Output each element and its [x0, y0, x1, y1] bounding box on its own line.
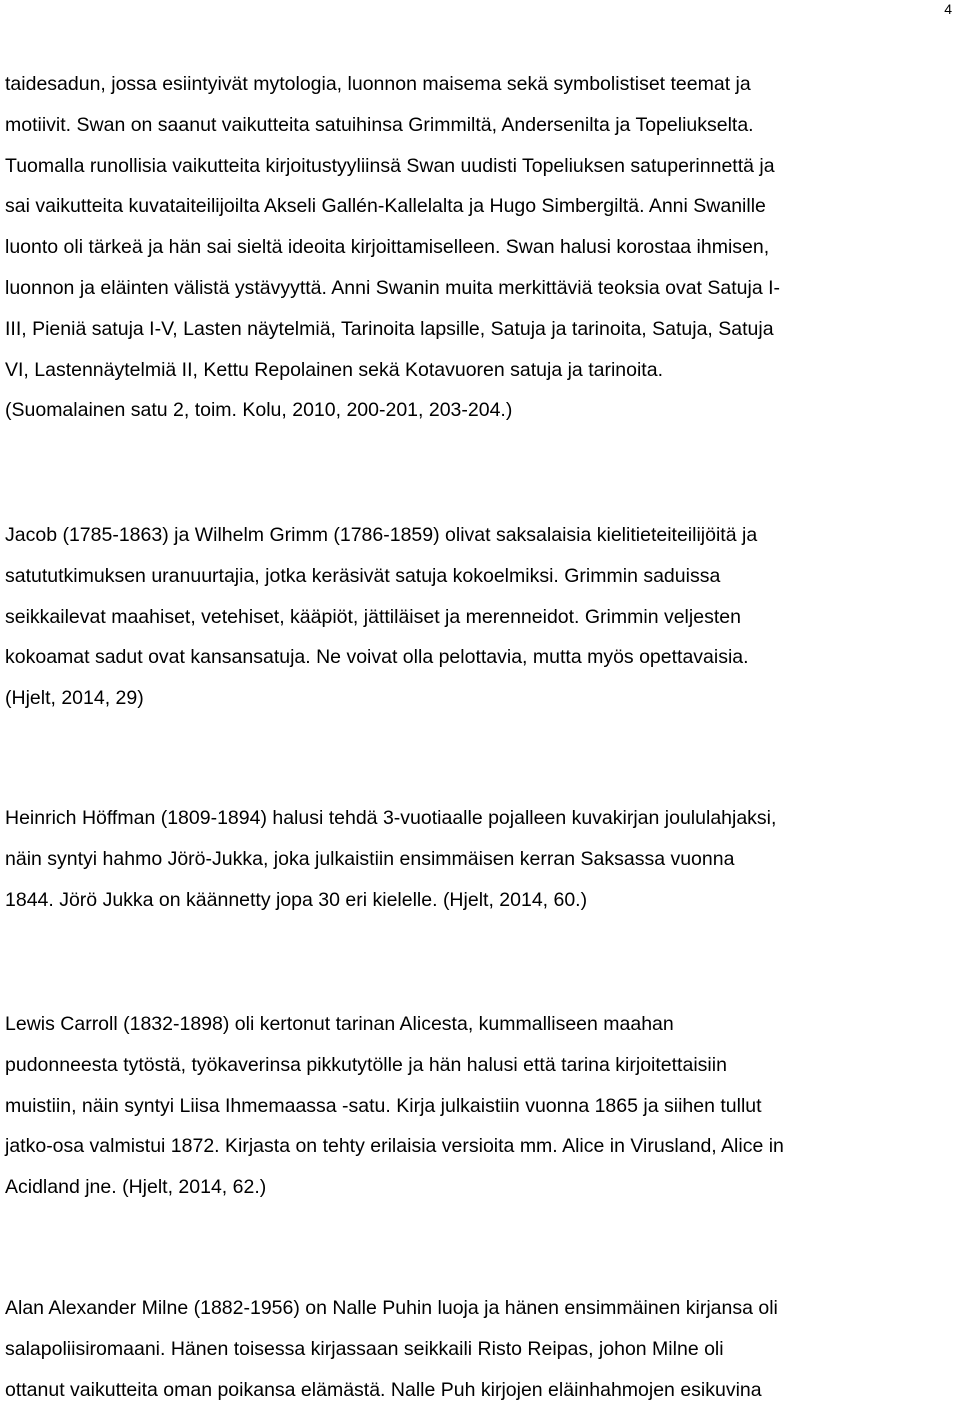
text-line: sai vaikutteita kuvataiteilijoilta Akseli Gallén-Kallelalta ja Hugo Simbergiltä. Anni Swanille: [5, 195, 766, 218]
text-line: muistiin, näin syntyi Liisa Ihmemaassa -satu. Kirja julkaistiin vuonna 1865 ja siihen tullut: [5, 1094, 762, 1117]
paragraph-hoffman: [5, 798, 776, 920]
text-line: Alan Alexander Milne (1882-1956) on Nalle Puhin luoja ja hänen ensimmäinen kirjansa oli: [5, 1297, 778, 1319]
paragraph-anni-swan: [5, 64, 780, 431]
text-line: motiivit. Swan on saanut vaikutteita satuihinsa Grimmiltä, Andersenilta ja Topeliukselta.: [5, 113, 754, 136]
text-line: (Suomalainen satu 2, toim. Kolu, 2010, 200-201, 203-204.): [5, 399, 513, 422]
text-line: seikkailevat maahiset, vetehiset, kääpiöt, jättiläiset ja merenneidot. Grimmin veljesten: [5, 605, 741, 628]
text-line: pudonneesta tytöstä, työkaverinsa pikkutytölle ja hän halusi että tarina kirjoitettaisiin: [5, 1053, 727, 1076]
text-line: luonnon ja eläinten välistä ystävyyttä. Anni Swanin muita merkittäviä teoksia ovat Satuja I-: [5, 276, 780, 299]
text-line: Heinrich Höffman (1809-1894) halusi tehdä 3-vuotiaalle pojalleen kuvakirjan joululahjaksi,: [5, 807, 777, 829]
paragraph-carroll: [5, 1004, 784, 1208]
text-line: ottanut vaikutteita oman poikansa elämästä. Nalle Puh kirjojen eläinhahmojen esikuvina: [5, 1378, 762, 1401]
text-line: (Hjelt, 2014, 29): [5, 687, 144, 710]
text-line: Acidland jne. (Hjelt, 2014, 62.): [5, 1176, 267, 1199]
text-line: III, Pieniä satuja I-V, Lasten näytelmiä, Tarinoita lapsille, Satuja ja tarinoita, Satuja, Satuja: [5, 317, 774, 340]
text-line: salapoliisiromaani. Hänen toisessa kirjassaan seikkaili Risto Reipas, johon Milne oli: [5, 1337, 724, 1360]
text-line: satututkimuksen uranuurtajia, jotka keräsivät satuja kokoelmiksi. Grimmin saduissa: [5, 564, 721, 587]
text-line: jatko-osa valmistui 1872. Kirjasta on tehty erilaisia versioita mm. Alice in Virusland, Alice in: [5, 1135, 784, 1158]
text-line: luonto oli tärkeä ja hän sai sieltä ideoita kirjoittamiselleen. Swan halusi korostaa ihmisen,: [5, 236, 770, 259]
page-number: 4: [944, 1, 952, 17]
text-line: kokoamat sadut ovat kansansatuja. Ne voivat olla pelottavia, mutta myös opettavaisia.: [5, 646, 749, 669]
text-line: 1844. Jörö Jukka on käännetty jopa 30 eri kielelle. (Hjelt, 2014, 60.): [5, 888, 588, 911]
text-line: näin syntyi hahmo Jörö-Jukka, joka julkaistiin ensimmäisen kerran Saksassa vuonna: [5, 847, 735, 870]
text-line: taidesadun, jossa esiintyivät mytologia, luonnon maisema sekä symbolistiset teemat ja: [5, 73, 751, 95]
text-line: VI, Lastennäytelmiä II, Kettu Repolainen sekä Kotavuoren satuja ja tarinoita.: [5, 358, 663, 381]
paragraph-grimm: [5, 515, 757, 719]
text-line: Lewis Carroll (1832-1898) oli kertonut tarinan Alicesta, kummalliseen maahan: [5, 1013, 674, 1035]
text-line: Jacob (1785-1863) ja Wilhelm Grimm (1786-1859) olivat saksalaisia kielitieteiteilijöitä ja: [5, 524, 758, 546]
paragraph-milne: [5, 1288, 778, 1410]
text-line: Tuomalla runollisia vaikutteita kirjoitustyyliinsä Swan uudisti Topeliuksen satuperinnettä ja: [5, 154, 775, 177]
